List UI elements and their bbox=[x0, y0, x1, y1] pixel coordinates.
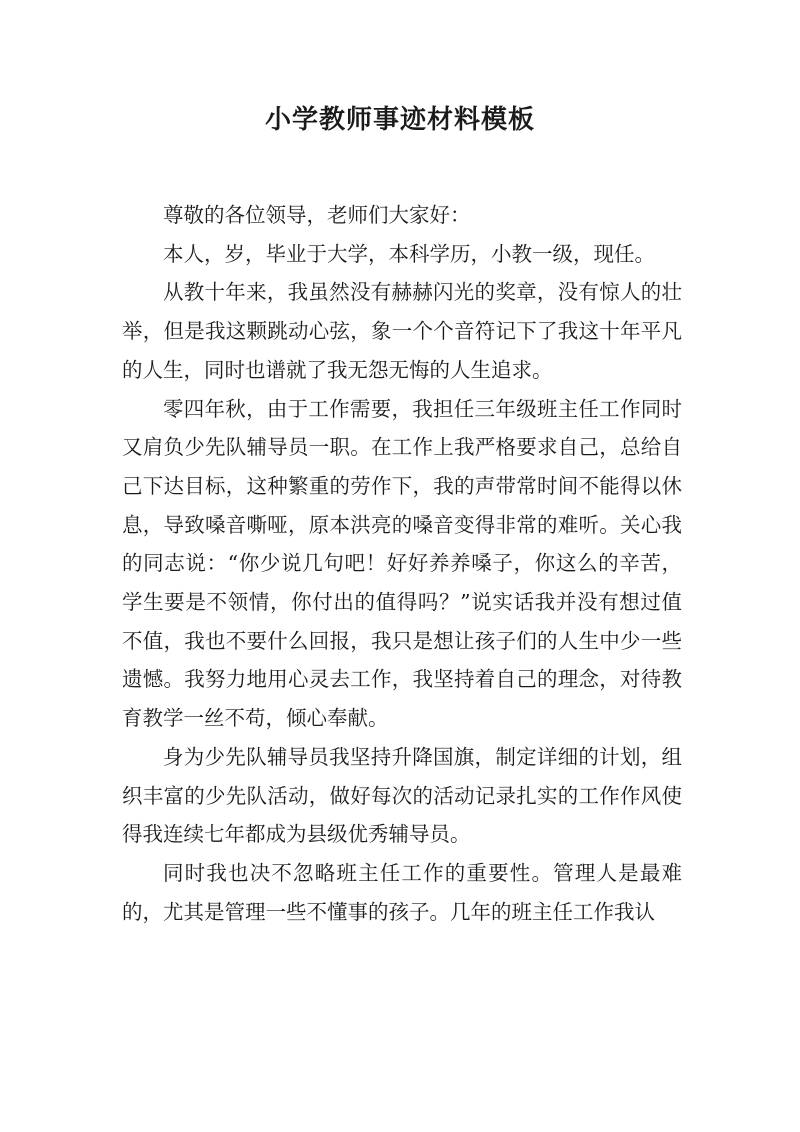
paragraph-greeting: 尊敬的各位领导，老师们大家好： bbox=[163, 203, 471, 227]
paragraph-ten-years: 从教十年来，我虽然没有赫赫闪光的奖章，没有惊人的壮举，但是我这颗跳动心弦，象一个个音符记下了我这十年平凡的人生，同时也谱就了我无怨无悔的人生追求。 bbox=[122, 280, 682, 382]
document-body bbox=[122, 196, 682, 931]
paragraph-counselor: 身为少先队辅导员我坚持升降国旗，制定详细的计划，组织丰富的少先队活动，做好每次的活动记录扎实的工作作风使得我连续七年都成为县级优秀辅导员。 bbox=[122, 744, 682, 847]
paragraph-self-intro: 本人，岁，毕业于大学，本科学历，小教一级，现任。 bbox=[163, 241, 655, 266]
paragraph-class-management: 同时我也决不忽略班主任工作的重要性。管理人是最难的，尤其是管理一些不懂事的孩子。几年的班主任工作我认 bbox=[122, 860, 682, 924]
paragraph-class-teacher: 零四年秋，由于工作需要，我担任三年级班主任工作同时又肩负少先队辅导员一职。在工作上我严格要求自己，总给自己下达目标，这种繁重的劳作下，我的声带常时间不能得以休息，导致嗓音嘶哑，原本洪亮的嗓音变得非常的难听。关心我的同志说：“你少说几句吧！好好养养嗓子，你这么的辛苦，学生要是不领情，你付出的值得吗？”说实话我并没有想过值不值，我也不要什么回报，我只是想让孩子们的人生中少一些遗憾。我努力地用心灵去工作，我坚持着自己的理念，对待教育教学一丝不苟，倾心奉献。 bbox=[122, 396, 682, 731]
document-title: 小学教师事迹材料模板 bbox=[264, 105, 535, 135]
